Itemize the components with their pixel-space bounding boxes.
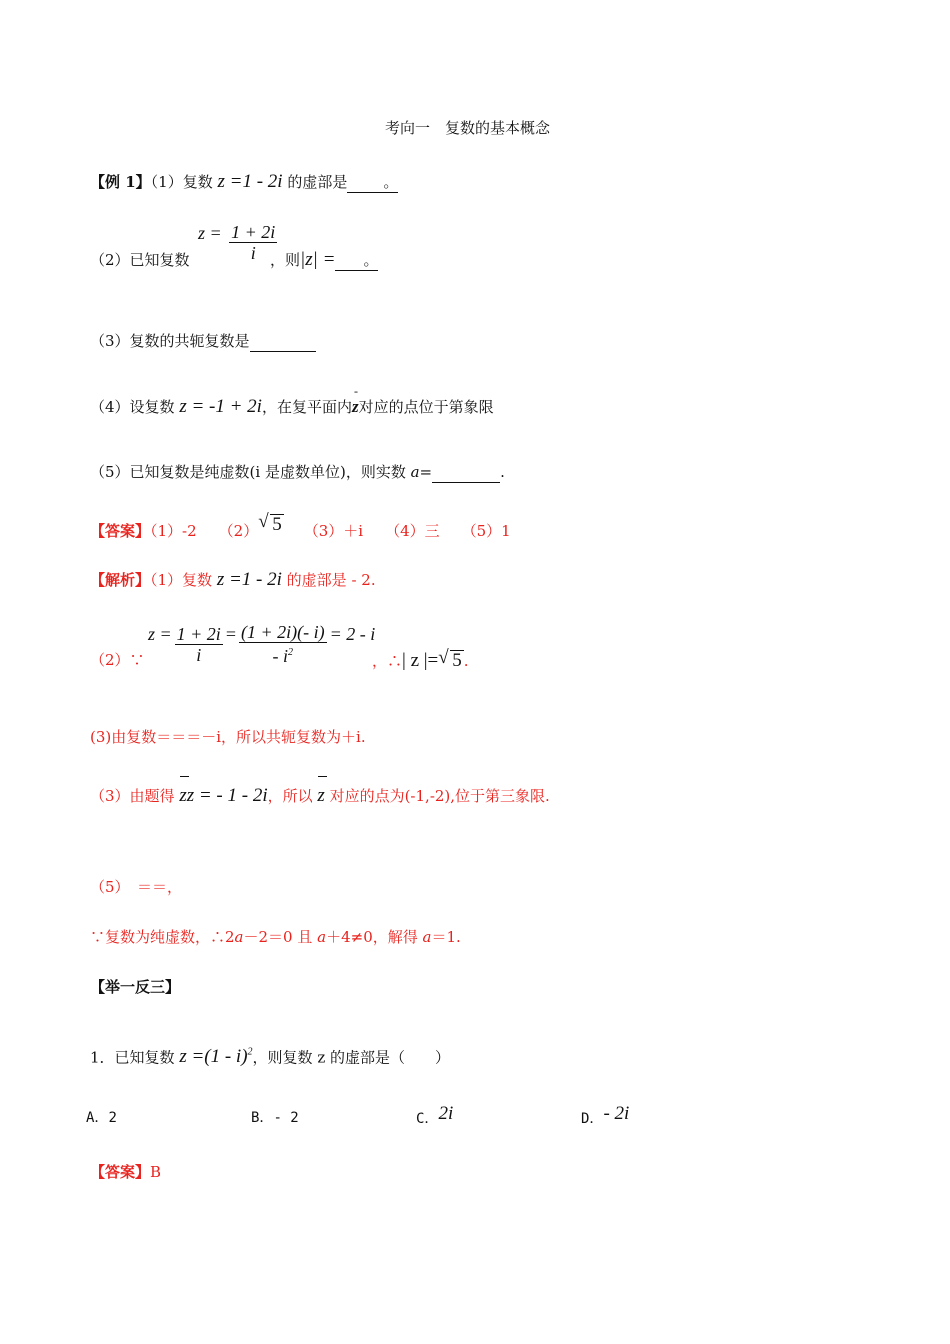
formula: z = -1 + 2i bbox=[179, 396, 262, 417]
formula: z =1 - 2i bbox=[216, 569, 282, 590]
option-a: A．2 bbox=[86, 1110, 117, 1126]
practice-label: 【举一反三】 bbox=[90, 978, 181, 996]
example-q1: 【例 1】（1）复数 z =1 - 2i 的虚部是 。 bbox=[90, 171, 399, 192]
analysis-a2-formula: z = $\frac{1 + 2i}{i}$ = $\frac{(1 + 2i)(- i)}{- i^2}$ = 2 - i bbox=[148, 622, 376, 666]
sqrt-five: √ 5 bbox=[438, 647, 462, 671]
answer-label: 【答案】 bbox=[90, 522, 151, 540]
fraction: $\frac{1 + 2i}{i}$ bbox=[176, 623, 221, 665]
conjugate-z: z bbox=[317, 786, 324, 806]
answer-blank bbox=[250, 331, 316, 352]
analysis-a5: （5） ＝＝， bbox=[90, 878, 183, 896]
practice-answer: 【答案】B bbox=[90, 1163, 162, 1181]
conjugate-z: - z bbox=[351, 384, 359, 416]
analysis-label: 【解析】 bbox=[90, 571, 151, 589]
sqrt-five: √ 5 bbox=[258, 511, 282, 535]
example-q3: （3）复数的共轭复数是 bbox=[90, 331, 316, 352]
conjugate-z: z bbox=[179, 786, 186, 806]
fraction: $\frac{1 + 2i}{i}$ bbox=[231, 222, 276, 263]
analysis-a6: ∵复数为纯虚数，∴2a－2＝0 且 a＋4≠0，解得 a＝1. bbox=[90, 928, 461, 946]
analysis-a2: （2）∵ bbox=[90, 651, 145, 669]
formula: z =(1 - i)$^2$ bbox=[179, 1046, 253, 1068]
answer-blank bbox=[432, 462, 500, 483]
example-label: 【例 1】 bbox=[90, 173, 151, 191]
answer-blank bbox=[347, 172, 383, 193]
example-q4: （4）设复数 z = -1 + 2i，在复平面内 - z对应的点位于第象限 bbox=[90, 384, 494, 417]
example-q5: （5）已知复数是纯虚数(i 是虚数单位)，则实数 a= . bbox=[90, 463, 505, 481]
practice-q1: 1．已知复数 z =(1 - i)$^2$，则复数 z 的虚部是（ ） bbox=[90, 1046, 450, 1068]
example-q2-formula: z = $\frac{1 + 2i}{i}$ bbox=[198, 222, 276, 263]
option-b: B．- 2 bbox=[251, 1110, 299, 1126]
fraction: $\frac{(1 + 2i)(- i)}{- i^2}$ bbox=[240, 622, 325, 666]
answer-blank bbox=[335, 250, 363, 271]
example-q2: （2）已知复数 bbox=[90, 251, 190, 269]
answer-line: 【答案】（1）-2 （2） √ 5 （3）＋i （4）三 （5）1 bbox=[90, 511, 511, 540]
option-c: C．2i bbox=[416, 1103, 454, 1127]
formula: z = - 1 - 2i bbox=[186, 785, 268, 806]
formula: z =1 - 2i bbox=[217, 171, 283, 192]
option-d: D．- 2i bbox=[581, 1103, 630, 1127]
analysis-a3: (3)由复数＝＝＝－i，所以共轭复数为＋i. bbox=[90, 728, 366, 746]
analysis-a1: 【解析】（1）复数 z =1 - 2i 的虚部是 - 2. bbox=[90, 569, 376, 590]
page-title: 考向一 复数的基本概念 bbox=[385, 119, 551, 137]
analysis-a4: （3）由题得 zz = - 1 - 2i，所以 z 对应的点为(-1,-2),位于第三象限. bbox=[90, 786, 550, 806]
